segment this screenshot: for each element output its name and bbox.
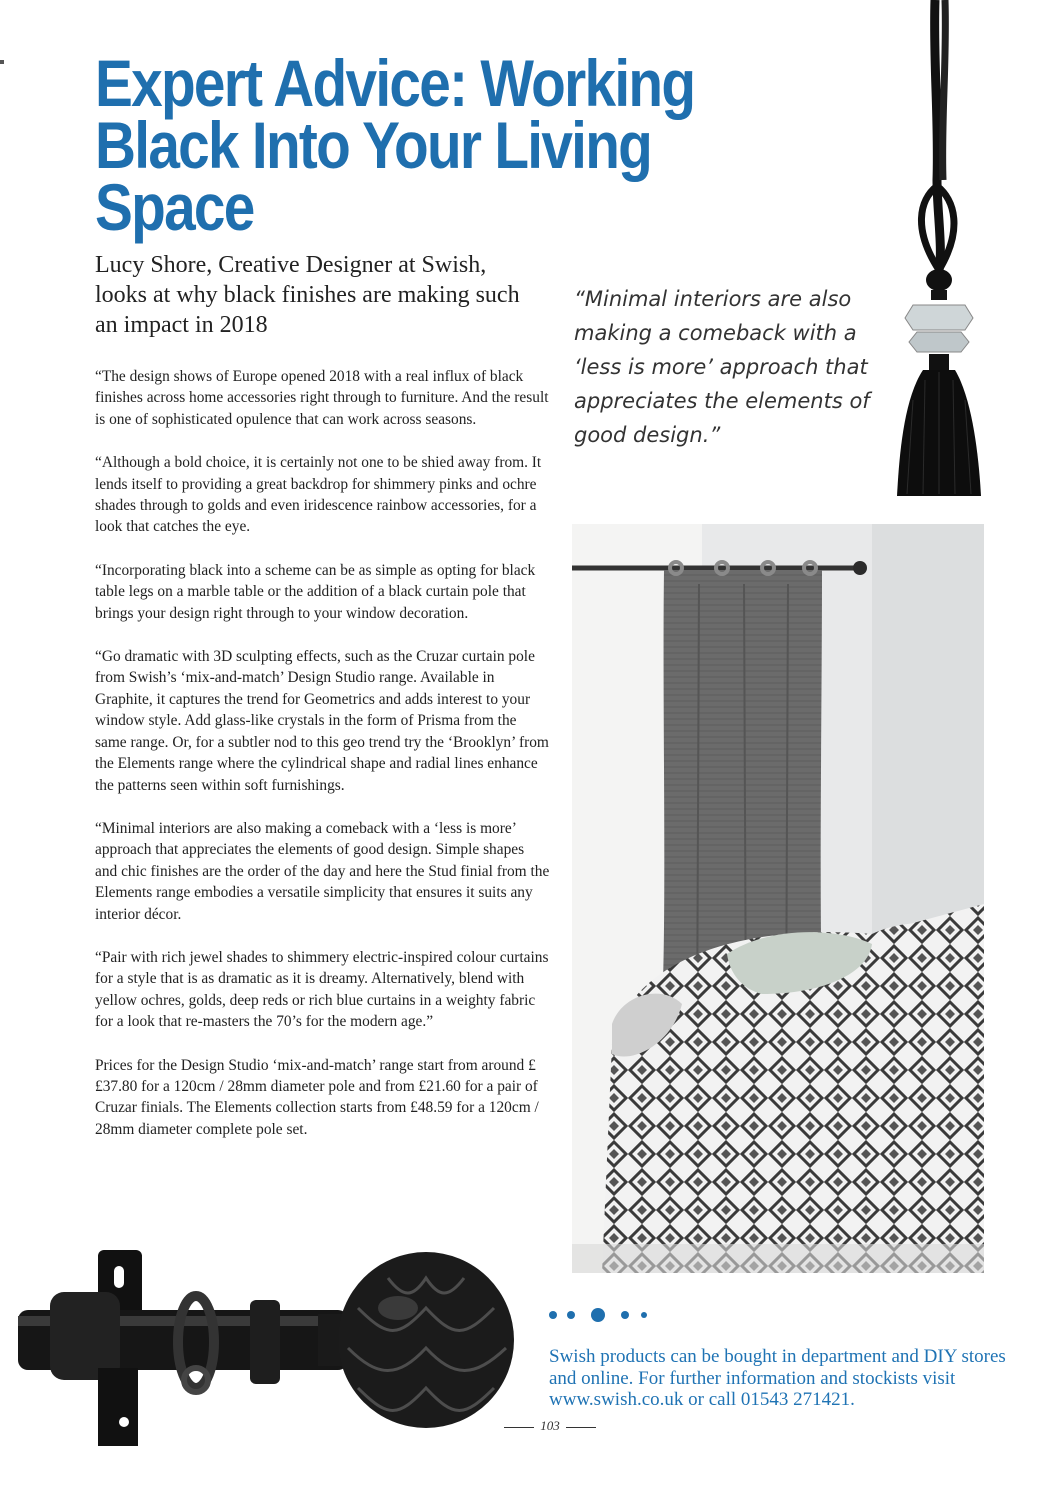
body-paragraph: “Minimal interiors are also making a comeback with a ‘less is more’ approach that appreciates the elements of good design. Simple shapes and chic finishes are the order of the day and here the Stud finial from the Elements range embodies a versatile simplicity that ensures it suits any interior décor. <box>95 819 550 923</box>
decorative-dots <box>549 1306 669 1324</box>
dot-icon <box>591 1308 605 1322</box>
dot-icon <box>641 1312 647 1318</box>
dot-icon <box>567 1311 575 1319</box>
article-body <box>95 366 550 1162</box>
dot-icon <box>621 1311 629 1319</box>
page-number-text: 103 <box>540 1418 560 1433</box>
title-line-1: Expert Advice: Working <box>95 46 695 120</box>
dot-icon <box>549 1311 557 1319</box>
black-curtain-pole-finial-icon <box>18 1248 518 1448</box>
body-paragraph: “Go dramatic with 3D sculpting effects, such as the Cruzar curtain pole from Swish’s ‘mix-and-match’ Design Studio range. Available in Graphite, it captures the trend for Geometrics and adds interest to your window style. Add glass-like crystals in the form of Prisma from the same range. Or, for a subtler nod to this geo trend try the ‘Brooklyn’ from the Elements range where the cylindrical shape and radial lines enhance the patterns seen within soft furnishings. <box>95 648 549 794</box>
grey-curtain-bedroom-photo <box>572 524 984 1273</box>
body-paragraph: Prices for the Design Studio ‘mix-and-match’ range start from around ££37.80 for a 120cm / 28mm diameter pole and from £21.60 for a pair of Cruzar finials. The Elements collection starts from £48.59 for a 120cm / 28mm diameter complete pole set. <box>95 1056 539 1138</box>
page-number-rule <box>504 1427 534 1428</box>
black-tassel-tieback-icon <box>893 0 983 506</box>
page-number <box>495 1418 605 1438</box>
body-paragraph: “Incorporating black into a scheme can be as simple as opting for black table legs on a marble table or the addition of a black curtain pole that brings your design right through to your window decoration. <box>95 561 536 622</box>
standfirst: Lucy Shore, Creative Designer at Swish, looks at why black finishes are making such an impact in 2018 <box>95 252 520 338</box>
article-title <box>95 46 714 244</box>
body-paragraph: “Pair with rich jewel shades to shimmery electric-inspired colour curtains for a style that is as dramatic as it is dreamy. Alternatively, blend with yellow ochres, golds, deep reds or rich blue curtains in a weighty fabric for a look that re-masters the 70’s for the modern age.” <box>95 948 549 1031</box>
crop-mark <box>0 60 4 64</box>
body-paragraph: “The design shows of Europe opened 2018 with a real influx of black finishes across home accessories right through to furniture. And the result is one of sophisticated opulence that can work across seasons. <box>95 368 549 428</box>
title-line-2: Black Into Your Living Space <box>95 108 652 244</box>
pull-quote: “Minimal interiors are also making a comeback with a ‘less is more’ approach that appreciates the elements of good design.” <box>574 287 870 447</box>
body-paragraph: “Although a bold choice, it is certainly not one to be shied away from. It lends itself to providing a great backdrop for shimmery pinks and ochre shades through to golds and even iridescence rainbow accessories, for a look that catches the eye. <box>95 454 542 536</box>
contact-info: Swish products can be bought in department and DIY stores and online. For further information and stockists visit www.swish.co.uk or call 01543 271421. <box>549 1346 1006 1410</box>
page-number-rule <box>566 1427 596 1428</box>
